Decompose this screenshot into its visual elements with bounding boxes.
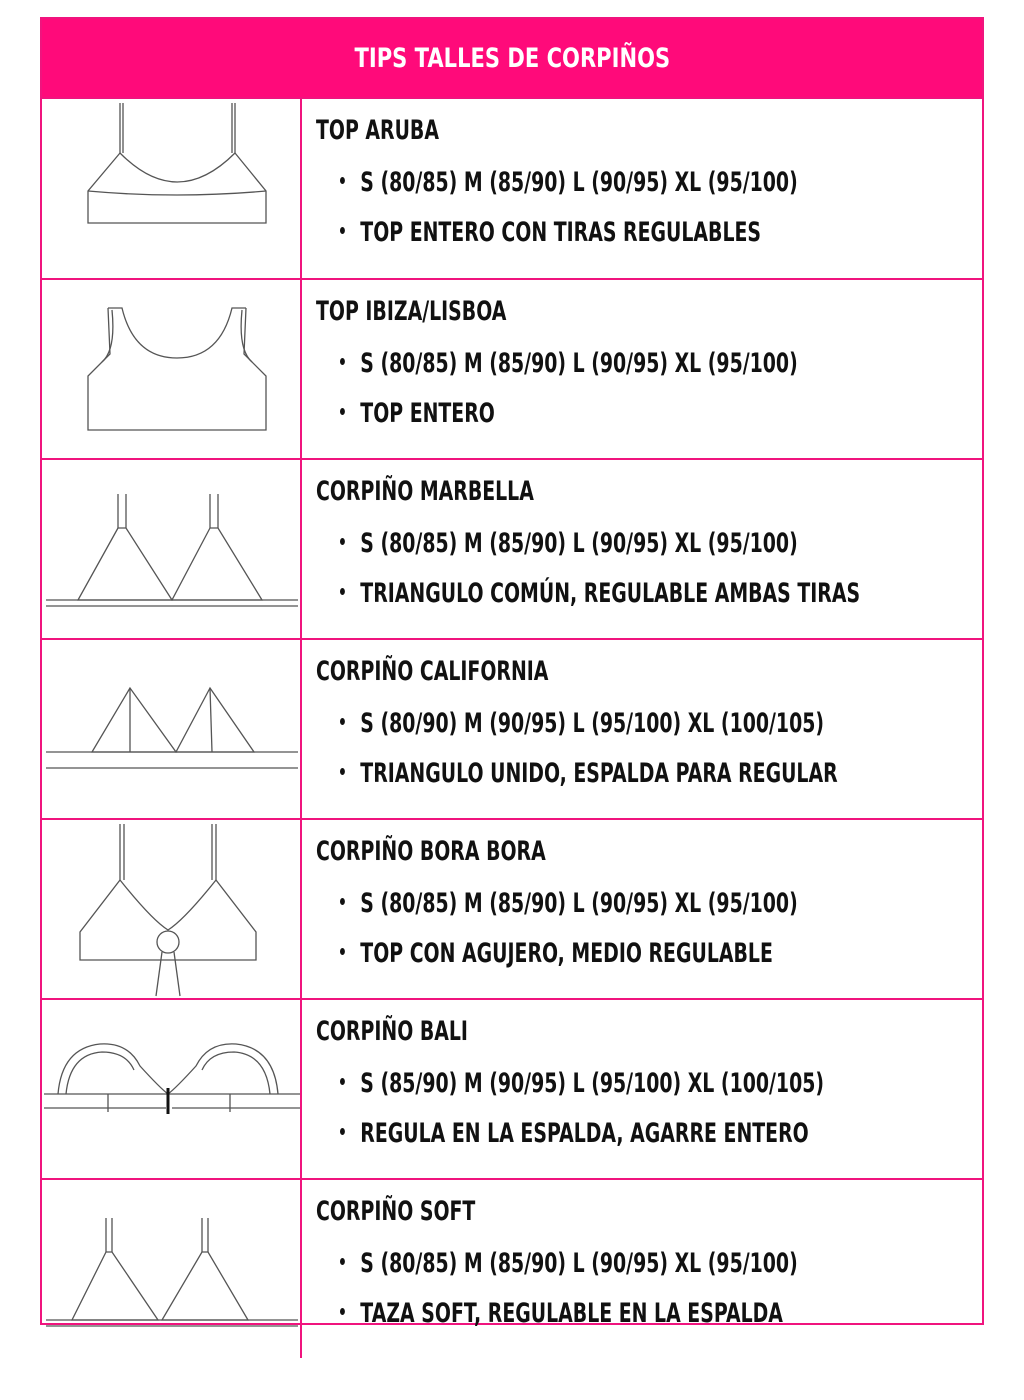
product-title: TOP IBIZA/LISBOA	[316, 296, 507, 327]
bora-bora-sketch-icon	[42, 820, 302, 998]
sizes-bullet: S (85/90) M (90/95) L (95/100) XL (100/105)	[340, 1068, 824, 1099]
note-bullet: TOP ENTERO CON TIRAS REGULABLES	[340, 217, 761, 248]
product-title: CORPIÑO BALI	[316, 1016, 468, 1047]
product-title: CORPIÑO MARBELLA	[316, 476, 534, 507]
sizes-bullet: S (80/85) M (85/90) L (90/95) XL (95/100)	[340, 888, 798, 919]
note-bullet: REGULA EN LA ESPALDA, AGARRE ENTERO	[340, 1118, 809, 1149]
table-row	[42, 638, 982, 818]
top-ibiza-sketch-icon	[42, 280, 302, 458]
bali-balconette-sketch-icon	[42, 1000, 302, 1178]
california-triangle-sketch-icon	[42, 640, 302, 818]
table-header	[42, 19, 982, 97]
product-title: CORPIÑO BORA BORA	[316, 836, 546, 867]
soft-triangle-sketch-icon	[42, 1180, 302, 1358]
sizes-bullet: S (80/85) M (85/90) L (90/95) XL (95/100)	[340, 348, 798, 379]
note-bullet: TRIANGULO UNIDO, ESPALDA PARA REGULAR	[340, 758, 838, 789]
table-row	[42, 998, 982, 1178]
sizes-bullet: S (80/85) M (85/90) L (90/95) XL (95/100)	[340, 167, 798, 198]
sizes-bullet: S (80/85) M (85/90) L (90/95) XL (95/100)	[340, 1248, 798, 1279]
sizes-bullet: S (80/85) M (85/90) L (90/95) XL (95/100)	[340, 528, 798, 559]
table-row	[42, 818, 982, 998]
table-row	[42, 458, 982, 638]
sizes-bullet: S (80/90) M (90/95) L (95/100) XL (100/105)	[340, 708, 824, 739]
note-bullet: TOP ENTERO	[340, 398, 495, 429]
product-title: TOP ARUBA	[316, 115, 439, 146]
table-row	[42, 97, 982, 278]
note-bullet: TOP CON AGUJERO, MEDIO REGULABLE	[340, 938, 773, 969]
top-aruba-sketch-icon	[42, 99, 302, 278]
size-guide-table	[40, 17, 984, 1329]
note-bullet: TRIANGULO COMÚN, REGULABLE AMBAS TIRAS	[340, 578, 860, 609]
note-bullet: TAZA SOFT, REGULABLE EN LA ESPALDA	[340, 1298, 783, 1329]
marbella-triangle-sketch-icon	[42, 460, 302, 638]
page-title: TIPS TALLES DE CORPIÑOS	[354, 42, 670, 74]
product-title: CORPIÑO CALIFORNIA	[316, 656, 549, 687]
table-row	[42, 278, 982, 458]
product-title: CORPIÑO SOFT	[316, 1196, 476, 1227]
table-row	[42, 1178, 982, 1358]
